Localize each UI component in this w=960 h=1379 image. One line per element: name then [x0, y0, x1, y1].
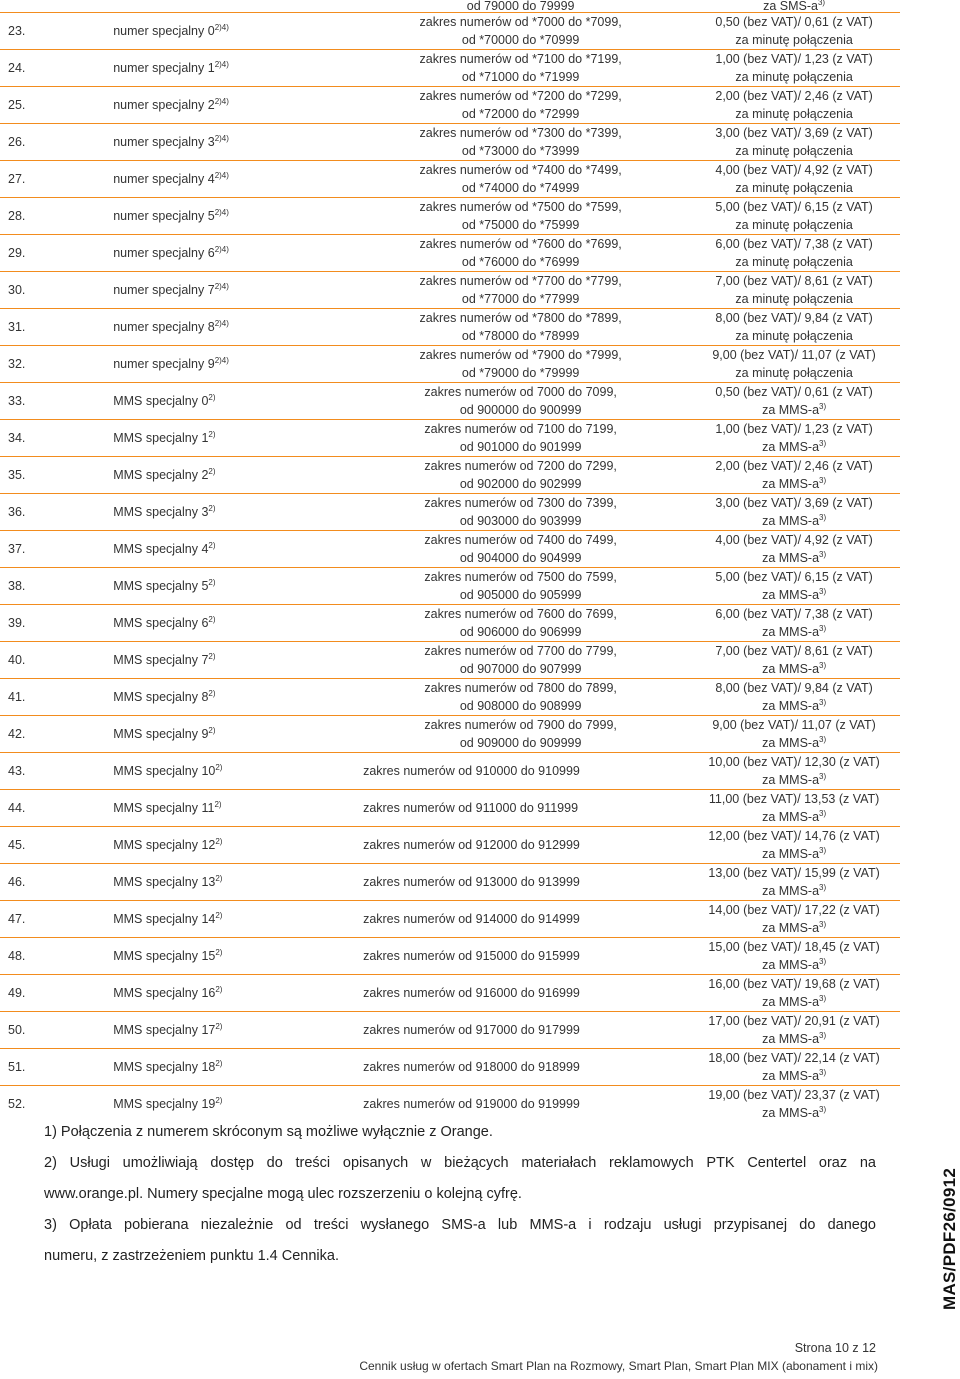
service-name: MMS specjalny 10$^{2)}$	[113, 753, 353, 790]
price: 1,00 (bez VAT)/ 1,23 (z VAT) za MMS-$a^{3)}$	[688, 420, 900, 457]
range-cell: od 79000 do 79999	[466, 0, 575, 13]
footnote-2-line-2: www.orange.pl. Numery specjalne mogą ulec rozszerzeniu o kolejną cyfrę.	[44, 1186, 522, 1202]
number-range: zakres numerów od 913000 do 913999	[353, 864, 688, 901]
service-name: MMS specjalny 12$^{2)}$	[113, 827, 353, 864]
price: 9,00 (bez VAT)/ 11,07 (z VAT) za minutę połączenia	[688, 346, 900, 383]
footnote-2-line-1: 2) Usługi umożliwiają dostęp do treści opisanych w bieżących materiałach reklamowych PTK Centertel oraz na	[44, 1155, 876, 1171]
table-row	[0, 309, 900, 346]
service-name: MMS specjalny 5$^{2)}$	[113, 568, 353, 605]
price: 3,00 (bez VAT)/ 3,69 (z VAT) za MMS-$a^{3)}$	[688, 494, 900, 531]
number-range: zakres numerów od *7200 do *7299, od *72000 do *72999	[353, 87, 688, 124]
price: 2,00 (bez VAT)/ 2,46 (z VAT) za minutę połączenia	[688, 87, 900, 124]
service-name: MMS specjalny 6$^{2)}$	[113, 605, 353, 642]
price: 1,00 (bez VAT)/ 1,23 (z VAT) za minutę połączenia	[688, 50, 900, 87]
row-number: 36.	[0, 494, 113, 531]
table-row	[0, 827, 900, 864]
service-name: MMS specjalny 19$^{2)}$	[113, 1086, 353, 1123]
number-range: zakres numerów od 918000 do 918999	[353, 1049, 688, 1086]
number-range: zakres numerów od 912000 do 912999	[353, 827, 688, 864]
price: 17,00 (bez VAT)/ 20,91 (z VAT) za MMS-$a^{3)}$	[688, 1012, 900, 1049]
price: 0,50 (bez VAT)/ 0,61 (z VAT) za minutę połączenia	[688, 13, 900, 50]
service-name: numer specjalny $0^{2)4)}$	[113, 13, 353, 50]
price: 19,00 (bez VAT)/ 23,37 (z VAT) za MMS-$a^{3)}$	[688, 1086, 900, 1123]
row-number: 51.	[0, 1049, 113, 1086]
price: 15,00 (bez VAT)/ 18,45 (z VAT) za MMS-$a^{3)}$	[688, 938, 900, 975]
service-name: numer specjalny $5^{2)4)}$	[113, 198, 353, 235]
service-name: MMS specjalny 13$^{2)}$	[113, 864, 353, 901]
number-range: zakres numerów od 7900 do 7999, od 909000 do 909999	[353, 716, 688, 753]
table-row	[0, 13, 900, 50]
table-row	[0, 494, 900, 531]
row-number: 35.	[0, 457, 113, 494]
service-name: numer specjalny $8^{2)4)}$	[113, 309, 353, 346]
number-range: zakres numerów od 7200 do 7299, od 902000 do 902999	[353, 457, 688, 494]
service-name: MMS specjalny 2$^{2)}$	[113, 457, 353, 494]
number-range: zakres numerów od 7600 do 7699, od 906000 do 906999	[353, 605, 688, 642]
number-range: zakres numerów od *7000 do *7099, od *70000 do *70999	[353, 13, 688, 50]
table-row	[0, 420, 900, 457]
service-name: MMS specjalny 4$^{2)}$	[113, 531, 353, 568]
table-row	[0, 864, 900, 901]
price: 2,00 (bez VAT)/ 2,46 (z VAT) za MMS-$a^{3)}$	[688, 457, 900, 494]
number-range: zakres numerów od *7700 do *7799, od *77000 do *77999	[353, 272, 688, 309]
row-number: 32.	[0, 346, 113, 383]
number-range: zakres numerów od 919000 do 919999	[353, 1086, 688, 1123]
number-range: zakres numerów od *7400 do *7499, od *74000 do *74999	[353, 161, 688, 198]
table-row	[0, 753, 900, 790]
price: 4,00 (bez VAT)/ 4,92 (z VAT) za minutę połączenia	[688, 161, 900, 198]
row-number: 47.	[0, 901, 113, 938]
number-range: zakres numerów od 914000 do 914999	[353, 901, 688, 938]
price: 16,00 (bez VAT)/ 19,68 (z VAT) za MMS-$a^{3)}$	[688, 975, 900, 1012]
row-number: 49.	[0, 975, 113, 1012]
number-range: zakres numerów od 7400 do 7499, od 904000 do 904999	[353, 531, 688, 568]
price: 8,00 (bez VAT)/ 9,84 (z VAT) za MMS-$a^{3)}$	[688, 679, 900, 716]
page-number: Strona 10 z 12	[794, 1341, 876, 1355]
footer-title: Cennik usług w ofertach Smart Plan na Rozmowy, Smart Plan, Smart Plan MIX (abonament i mix)	[359, 1359, 878, 1373]
price-cell: za SMS-$a^{3)}$	[763, 0, 826, 13]
row-number: 33.	[0, 383, 113, 420]
price: 6,00 (bez VAT)/ 7,38 (z VAT) za minutę połączenia	[688, 235, 900, 272]
service-name: numer specjalny $3^{2)4)}$	[113, 124, 353, 161]
service-name: MMS specjalny 18$^{2)}$	[113, 1049, 353, 1086]
number-range: zakres numerów od 917000 do 917999	[353, 1012, 688, 1049]
price: 11,00 (bez VAT)/ 13,53 (z VAT) za MMS-$a^{3)}$	[688, 790, 900, 827]
number-range: zakres numerów od 910000 do 910999	[353, 753, 688, 790]
service-name: numer specjalny $6^{2)4)}$	[113, 235, 353, 272]
table-row	[0, 383, 900, 420]
service-name: MMS specjalny 16$^{2)}$	[113, 975, 353, 1012]
price: 8,00 (bez VAT)/ 9,84 (z VAT) za minutę połączenia	[688, 309, 900, 346]
number-range: zakres numerów od *7300 do *7399, od *73000 do *73999	[353, 124, 688, 161]
price: 7,00 (bez VAT)/ 8,61 (z VAT) za minutę połączenia	[688, 272, 900, 309]
price: 5,00 (bez VAT)/ 6,15 (z VAT) za MMS-$a^{3)}$	[688, 568, 900, 605]
table-row	[0, 87, 900, 124]
footnote-1: 1) Połączenia z numerem skróconym są możliwe wyłącznie z Orange.	[44, 1124, 493, 1140]
price: 12,00 (bez VAT)/ 14,76 (z VAT) za MMS-$a^{3)}$	[688, 827, 900, 864]
table-row	[0, 531, 900, 568]
row-number: 31.	[0, 309, 113, 346]
service-name: MMS specjalny 9$^{2)}$	[113, 716, 353, 753]
service-name: MMS specjalny 3$^{2)}$	[113, 494, 353, 531]
table-row	[0, 642, 900, 679]
number-range: zakres numerów od 7700 do 7799, od 907000 do 907999	[353, 642, 688, 679]
table-row	[0, 568, 900, 605]
table-row	[0, 679, 900, 716]
row-number: 45.	[0, 827, 113, 864]
table-row	[0, 272, 900, 309]
number-range: zakres numerów od *7100 do *7199, od *71000 do *71999	[353, 50, 688, 87]
number-range: zakres numerów od 7300 do 7399, od 903000 do 903999	[353, 494, 688, 531]
service-name: numer specjalny $9^{2)4)}$	[113, 346, 353, 383]
row-number: 44.	[0, 790, 113, 827]
row-number: 27.	[0, 161, 113, 198]
number-range: zakres numerów od 7100 do 7199, od 901000 do 901999	[353, 420, 688, 457]
table-row	[0, 346, 900, 383]
row-number: 23.	[0, 13, 113, 50]
number-range: zakres numerów od *7600 do *7699, od *76000 do *76999	[353, 235, 688, 272]
row-number: 50.	[0, 1012, 113, 1049]
row-number: 29.	[0, 235, 113, 272]
service-name: numer specjalny $4^{2)4)}$	[113, 161, 353, 198]
service-name: numer specjalny $1^{2)4)}$	[113, 50, 353, 87]
service-name: MMS specjalny 1$^{2)}$	[113, 420, 353, 457]
number-range: zakres numerów od *7800 do *7899, od *78000 do *78999	[353, 309, 688, 346]
price: 14,00 (bez VAT)/ 17,22 (z VAT) za MMS-$a^{3)}$	[688, 901, 900, 938]
table-row	[0, 901, 900, 938]
service-name: MMS specjalny 11$^{2)}$	[113, 790, 353, 827]
row-number: 46.	[0, 864, 113, 901]
number-range: zakres numerów od 7500 do 7599, od 905000 do 905999	[353, 568, 688, 605]
table-row	[0, 235, 900, 272]
row-number: 34.	[0, 420, 113, 457]
table-row	[0, 938, 900, 975]
price: 6,00 (bez VAT)/ 7,38 (z VAT) za MMS-$a^{3)}$	[688, 605, 900, 642]
price: 18,00 (bez VAT)/ 22,14 (z VAT) za MMS-$a^{3)}$	[688, 1049, 900, 1086]
number-range: zakres numerów od *7500 do *7599, od *75000 do *75999	[353, 198, 688, 235]
service-name: MMS specjalny 0$^{2)}$	[113, 383, 353, 420]
number-range: zakres numerów od *7900 do *7999, od *79000 do *79999	[353, 346, 688, 383]
table-row	[0, 605, 900, 642]
service-name: MMS specjalny 7$^{2)}$	[113, 642, 353, 679]
row-number: 48.	[0, 938, 113, 975]
table-row	[0, 790, 900, 827]
service-name: MMS specjalny 17$^{2)}$	[113, 1012, 353, 1049]
footnote-3-line-2: numeru, z zastrzeżeniem punktu 1.4 Cennika.	[44, 1248, 339, 1264]
service-name: MMS specjalny 15$^{2)}$	[113, 938, 353, 975]
number-range: zakres numerów od 7000 do 7099, od 900000 do 900999	[353, 383, 688, 420]
row-number: 39.	[0, 605, 113, 642]
row-number: 25.	[0, 87, 113, 124]
table-row	[0, 716, 900, 753]
price: 7,00 (bez VAT)/ 8,61 (z VAT) za MMS-$a^{3)}$	[688, 642, 900, 679]
table-row	[0, 198, 900, 235]
number-range: zakres numerów od 915000 do 915999	[353, 938, 688, 975]
document-code: MAS/PDF26/0912	[940, 1167, 959, 1310]
row-number: 43.	[0, 753, 113, 790]
row-number: 42.	[0, 716, 113, 753]
table-row	[0, 124, 900, 161]
row-number: 37.	[0, 531, 113, 568]
service-name: numer specjalny $7^{2)4)}$	[113, 272, 353, 309]
number-range: zakres numerów od 911000 do 911999	[353, 790, 688, 827]
number-range: zakres numerów od 7800 do 7899, od 908000 do 908999	[353, 679, 688, 716]
price: 3,00 (bez VAT)/ 3,69 (z VAT) za minutę połączenia	[688, 124, 900, 161]
table-row	[0, 161, 900, 198]
row-number: 26.	[0, 124, 113, 161]
row-number: 40.	[0, 642, 113, 679]
table-row-continued	[0, 0, 900, 13]
price: 0,50 (bez VAT)/ 0,61 (z VAT) za MMS-$a^{3)}$	[688, 383, 900, 420]
row-number: 28.	[0, 198, 113, 235]
row-number: 24.	[0, 50, 113, 87]
service-name: MMS specjalny 14$^{2)}$	[113, 901, 353, 938]
service-name: MMS specjalny 8$^{2)}$	[113, 679, 353, 716]
number-range: zakres numerów od 916000 do 916999	[353, 975, 688, 1012]
price: 9,00 (bez VAT)/ 11,07 (z VAT) za MMS-$a^{3)}$	[688, 716, 900, 753]
price: 13,00 (bez VAT)/ 15,99 (z VAT) za MMS-$a^{3)}$	[688, 864, 900, 901]
table-row	[0, 50, 900, 87]
row-number: 52.	[0, 1086, 113, 1123]
price: 10,00 (bez VAT)/ 12,30 (z VAT) za MMS-$a^{3)}$	[688, 753, 900, 790]
row-number: 30.	[0, 272, 113, 309]
table-row	[0, 975, 900, 1012]
footnotes	[44, 1117, 876, 1272]
price: 4,00 (bez VAT)/ 4,92 (z VAT) za MMS-$a^{3)}$	[688, 531, 900, 568]
table-row	[0, 457, 900, 494]
footnote-3-line-1: 3) Opłata pobierana niezależnie od treści wysłanego SMS-a lub MMS-a i rodzaju usługi przypisanej do danego	[44, 1217, 876, 1233]
price: 5,00 (bez VAT)/ 6,15 (z VAT) za minutę połączenia	[688, 198, 900, 235]
table-row	[0, 1012, 900, 1049]
service-name: numer specjalny $2^{2)4)}$	[113, 87, 353, 124]
row-number: 38.	[0, 568, 113, 605]
table-row	[0, 1049, 900, 1086]
row-number: 41.	[0, 679, 113, 716]
